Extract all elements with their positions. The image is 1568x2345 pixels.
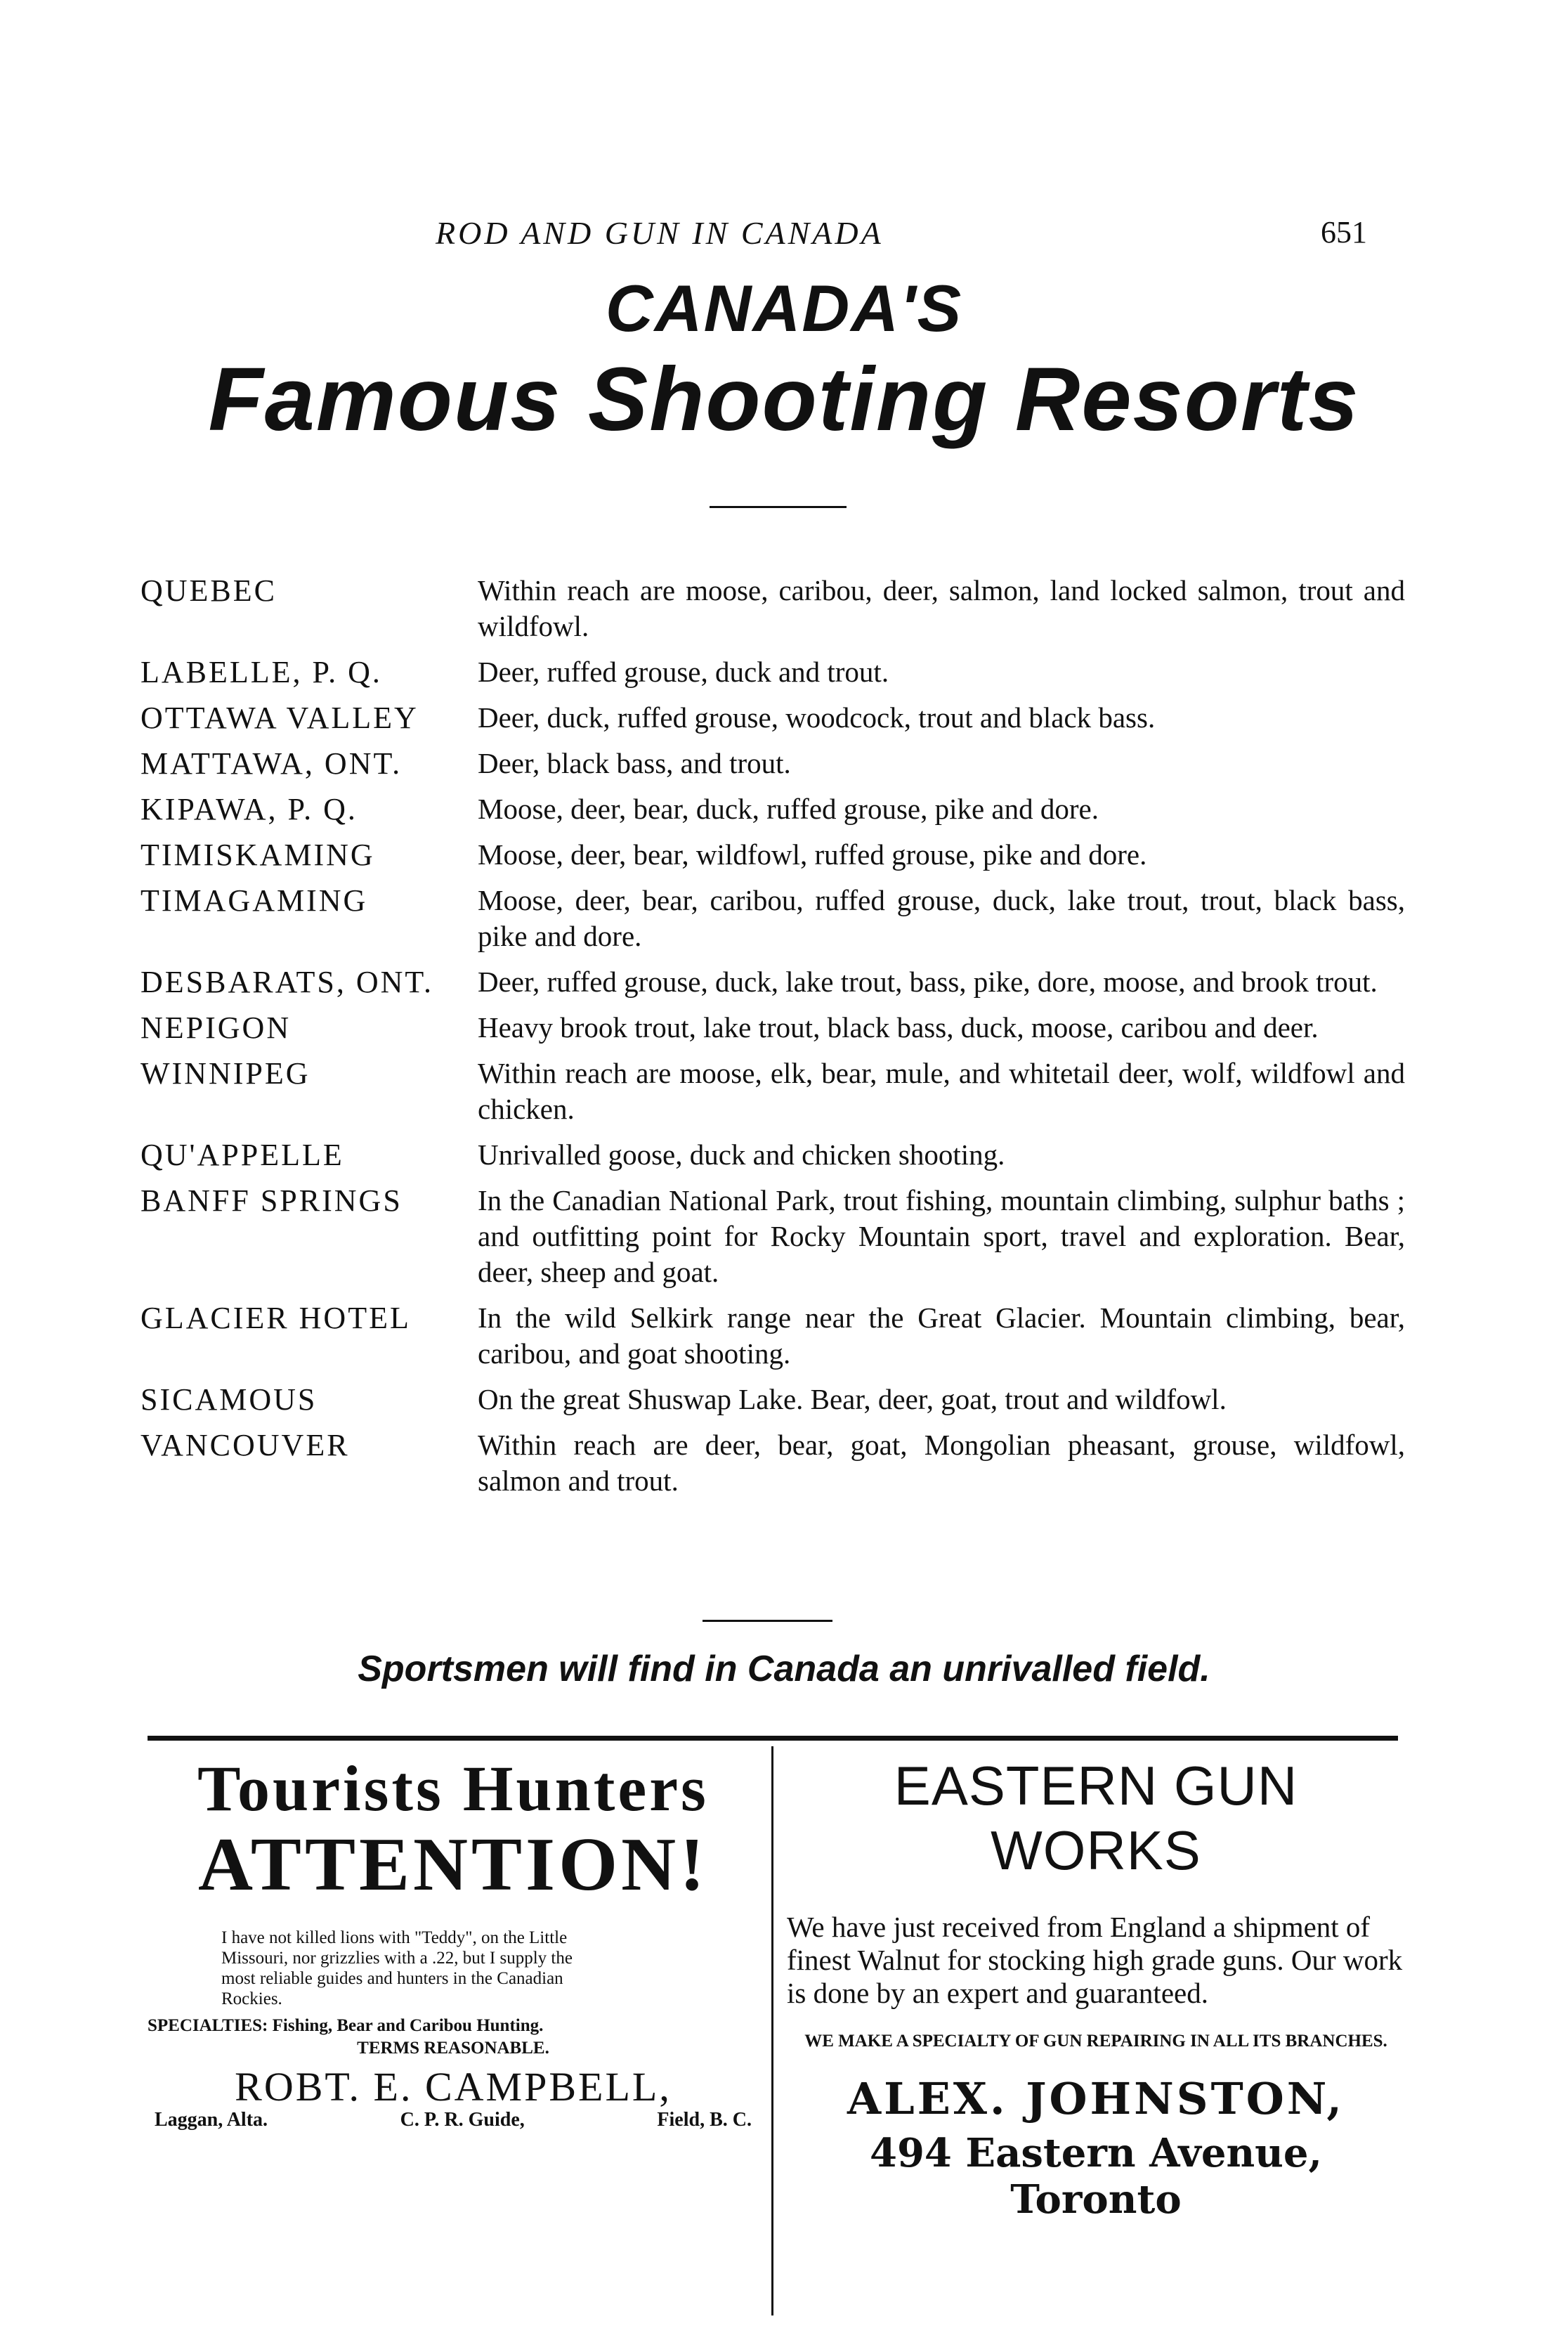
resort-row (141, 791, 1405, 827)
resort-name: LABELLE, P. Q. (141, 655, 382, 689)
resort-row (141, 700, 1405, 736)
resort-description: On the great Shuswap Lake. Bear, deer, goat, trout and wildfowl. (478, 1383, 1227, 1415)
resort-name: QUEBEC (141, 573, 277, 608)
page-title-line2: Famous Shooting Resorts (208, 349, 1360, 450)
resort-name: MATTAWA, ONT. (141, 746, 403, 781)
resort-row (141, 573, 1405, 644)
resort-name: BANFF SPRINGS (141, 1183, 403, 1218)
campbell-role: C. P. R. Guide, (400, 2109, 525, 2131)
resort-name: GLACIER HOTEL (141, 1301, 411, 1335)
ads-top-rule (148, 1736, 1398, 1741)
resort-description: Unrivalled goose, duck and chicken shooting. (478, 1138, 1005, 1171)
campbell-body: I have not killed lions with "Teddy", on the Little Missouri, nor grizzlies with a .22, but I supply the most reliable guides and hunters in the Canadian Rockies. (221, 1928, 573, 2008)
resort-name: TIMISKAMING (141, 838, 375, 872)
ads-column-divider (771, 1746, 773, 2315)
resort-row (141, 746, 1405, 781)
campbell-headline: Tourists Hunters (197, 1753, 709, 1824)
johnston-advertisement (787, 1753, 1405, 2223)
resort-description: Moose, deer, bear, wildfowl, ruffed grouse, pike and dore. (478, 838, 1147, 871)
resort-description: Deer, ruffed grouse, duck, lake trout, bass, pike, dore, moose, and brook trout. (478, 966, 1378, 998)
tagline: Sportsmen will find in Canada an unrivalled field. (358, 1649, 1210, 1689)
page-title-line1: CANADA'S (605, 271, 963, 345)
resort-name: SICAMOUS (141, 1382, 318, 1417)
resort-row (141, 1183, 1405, 1290)
resort-list (141, 573, 1405, 1509)
resort-description: In the Canadian National Park, trout fishing, mountain climbing, sulphur baths ; and outfitting point for Rocky Mountain sport, travel and exploration. Bear, deer, sheep and goat. (478, 1184, 1405, 1288)
resort-row (141, 1427, 1405, 1499)
resort-description: Deer, duck, ruffed grouse, woodcock, trout and black bass. (478, 701, 1156, 734)
resort-description: In the wild Selkirk range near the Great Glacier. Mountain climbing, bear, caribou, and goat shooting. (478, 1301, 1405, 1370)
title-divider (710, 506, 847, 508)
resort-row (141, 883, 1405, 954)
resort-name: OTTAWA VALLEY (141, 701, 419, 735)
campbell-field: Field, B. C. (657, 2109, 752, 2131)
resort-description: Within reach are deer, bear, goat, Mongolian pheasant, grouse, wildfowl, salmon and trout. (478, 1429, 1405, 1497)
resort-row (141, 1382, 1405, 1417)
resort-name: QU'APPELLE (141, 1138, 344, 1172)
resort-name: TIMAGAMING (141, 883, 368, 918)
resort-row (141, 1055, 1405, 1127)
running-title: ROD AND GUN IN CANADA (436, 215, 884, 251)
resort-name: KIPAWA, P. Q. (141, 792, 358, 826)
resort-row (141, 1137, 1405, 1173)
campbell-specialties: SPECIALTIES: Fishing, Bear and Caribou Hunting. (148, 2016, 544, 2035)
resort-row (141, 1010, 1405, 1046)
page-number: 651 (1321, 215, 1367, 249)
resort-name: DESBARATS, ONT. (141, 965, 434, 999)
johnston-specialty: WE MAKE A SPECIALTY OF GUN REPAIRING IN ALL ITS BRANCHES. (804, 2032, 1387, 2051)
resort-description: Within reach are moose, elk, bear, mule, and whitetail deer, wolf, wildfowl and chicken. (478, 1057, 1405, 1125)
campbell-name: ROBT. E. CAMPBELL, (235, 2064, 672, 2110)
campbell-attention: ATTENTION! (197, 1823, 709, 1906)
campbell-advertisement (148, 1753, 759, 2131)
resort-row (141, 1300, 1405, 1372)
resort-description: Heavy brook trout, lake trout, black bass, duck, moose, caribou and deer. (478, 1011, 1319, 1044)
resort-row (141, 837, 1405, 873)
resort-row (141, 654, 1405, 690)
resort-name: NEPIGON (141, 1011, 292, 1045)
campbell-terms: TERMS REASONABLE. (357, 2039, 549, 2058)
resort-description: Within reach are moose, caribou, deer, salmon, land locked salmon, trout and wildfowl. (478, 574, 1405, 642)
resort-name: VANCOUVER (141, 1428, 350, 1462)
resort-name: WINNIPEG (141, 1056, 311, 1091)
johnston-name: ALEX. JOHNSTON, (847, 2073, 1345, 2124)
resort-row (141, 964, 1405, 1000)
resort-description: Moose, deer, bear, caribou, ruffed grouse, duck, lake trout, trout, black bass, pike and dore. (478, 884, 1405, 952)
johnston-address: 494 Eastern Avenue, Toronto (870, 2130, 1322, 2223)
campbell-location: Laggan, Alta. (155, 2109, 268, 2131)
johnston-body: We have just received from England a shipment of finest Walnut for stocking high grade guns. Our work is done by an expert and guaranteed. (787, 1911, 1403, 2009)
resort-description: Deer, ruffed grouse, duck and trout. (478, 656, 889, 688)
resort-description: Deer, black bass, and trout. (478, 747, 791, 779)
johnston-headline: EASTERN GUN WORKS (894, 1755, 1298, 1881)
tagline-divider (703, 1620, 832, 1622)
campbell-credentials (148, 2109, 759, 2131)
resort-description: Moose, deer, bear, duck, ruffed grouse, pike and dore. (478, 793, 1099, 825)
